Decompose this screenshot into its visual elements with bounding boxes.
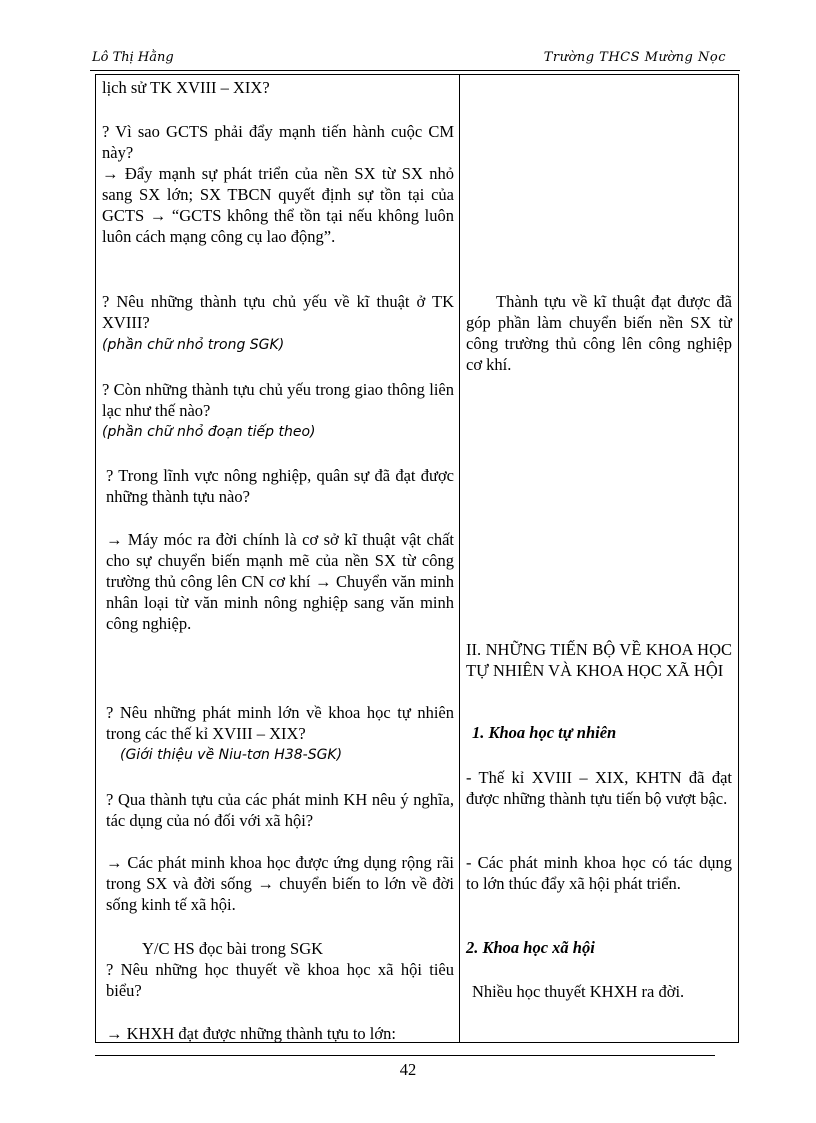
left-note-3: (phần chữ nhỏ đoạn tiếp theo) bbox=[102, 424, 316, 440]
right-point-2: - Các phát minh khoa học có tác dụng to lớn thúc đẩy xã hội phát triển. bbox=[466, 853, 732, 893]
header-author: Lô Thị Hằng bbox=[92, 50, 174, 65]
left-answer-6: → Các phát minh khoa học được ứng dụng rộng rãi trong SX và đời sống → chuyển biến to lớn về đời sống kinh tế xã hội. bbox=[106, 853, 454, 914]
left-question-2: ? Nêu những thành tựu chủ yếu về kĩ thuật ở TK XVIII? bbox=[102, 292, 454, 332]
left-answer-4: → Máy móc ra đời chính là cơ sở kĩ thuật vật chất cho sự chuyển biến mạnh mẽ của nền SX từ công trường thủ công lên CN cơ khí → Chuyển văn minh nhân loại từ văn minh nông nghiệp sang văn minh công nghiệp. bbox=[106, 530, 454, 633]
right-section-heading: II. NHỮNG TIẾN BỘ VỀ KHOA HỌC TỰ NHIÊN VÀ KHOA HỌC XÃ HỘI bbox=[466, 640, 732, 680]
footer-rule bbox=[95, 1055, 715, 1056]
lesson-table bbox=[95, 74, 739, 1043]
right-point-1: - Thế kỉ XVIII – XIX, KHTN đã đạt được những thành tựu tiến bộ vượt bậc. bbox=[466, 768, 732, 808]
left-question-5: ? Nêu những phát minh lớn về khoa học tự nhiên trong các thế kỉ XVIII – XIX? bbox=[106, 703, 454, 743]
left-question-6: ? Qua thành tựu của các phát minh KH nêu ý nghĩa, tác dụng của nó đối với xã hội? bbox=[106, 790, 454, 830]
right-subheading-social-science: 2. Khoa học xã hội bbox=[466, 938, 595, 957]
left-note-5: (Giới thiệu về Niu-tơn H38-SGK) bbox=[120, 747, 343, 763]
right-subheading-natural-science: 1. Khoa học tự nhiên bbox=[472, 723, 617, 742]
left-answer-1: → Đẩy mạnh sự phát triển của nền SX từ SX nhỏ sang SX lớn; SX TBCN quyết định sự tồn tại của GCTS → “GCTS không thể tồn tại nếu không luôn luôn cách mạng công cụ lao động”. bbox=[102, 164, 454, 246]
right-point-3: Nhiều học thuyết KHXH ra đời. bbox=[472, 982, 685, 1001]
left-question-3: ? Còn những thành tựu chủ yếu trong giao thông liên lạc như thế nào? bbox=[102, 380, 454, 420]
left-paragraph-0: lịch sử TK XVIII – XIX? bbox=[102, 78, 270, 97]
left-note-2: (phần chữ nhỏ trong SGK) bbox=[102, 337, 285, 353]
column-divider bbox=[459, 75, 460, 1042]
header-rule bbox=[90, 70, 740, 71]
left-answer-7: → KHXH đạt được những thành tựu to lớn: bbox=[106, 1024, 396, 1043]
left-question-1: ? Vì sao GCTS phải đẩy mạnh tiến hành cuộc CM này? bbox=[102, 122, 454, 162]
left-instruction: Y/C HS đọc bài trong SGK bbox=[142, 939, 324, 958]
page-number: 42 bbox=[399, 1060, 417, 1079]
header-school: Trường THCS Mường Nọc bbox=[543, 50, 726, 65]
left-question-7: ? Nêu những học thuyết về khoa học xã hội tiêu biểu? bbox=[106, 960, 454, 1000]
left-question-4: ? Trong lĩnh vực nông nghiệp, quân sự đã đạt được những thành tựu nào? bbox=[106, 466, 454, 506]
right-summary-technology: Thành tựu về kĩ thuật đạt được đã góp phần làm chuyển biến nền SX từ công trường thủ công lên công nghiệp cơ khí. bbox=[466, 292, 732, 374]
